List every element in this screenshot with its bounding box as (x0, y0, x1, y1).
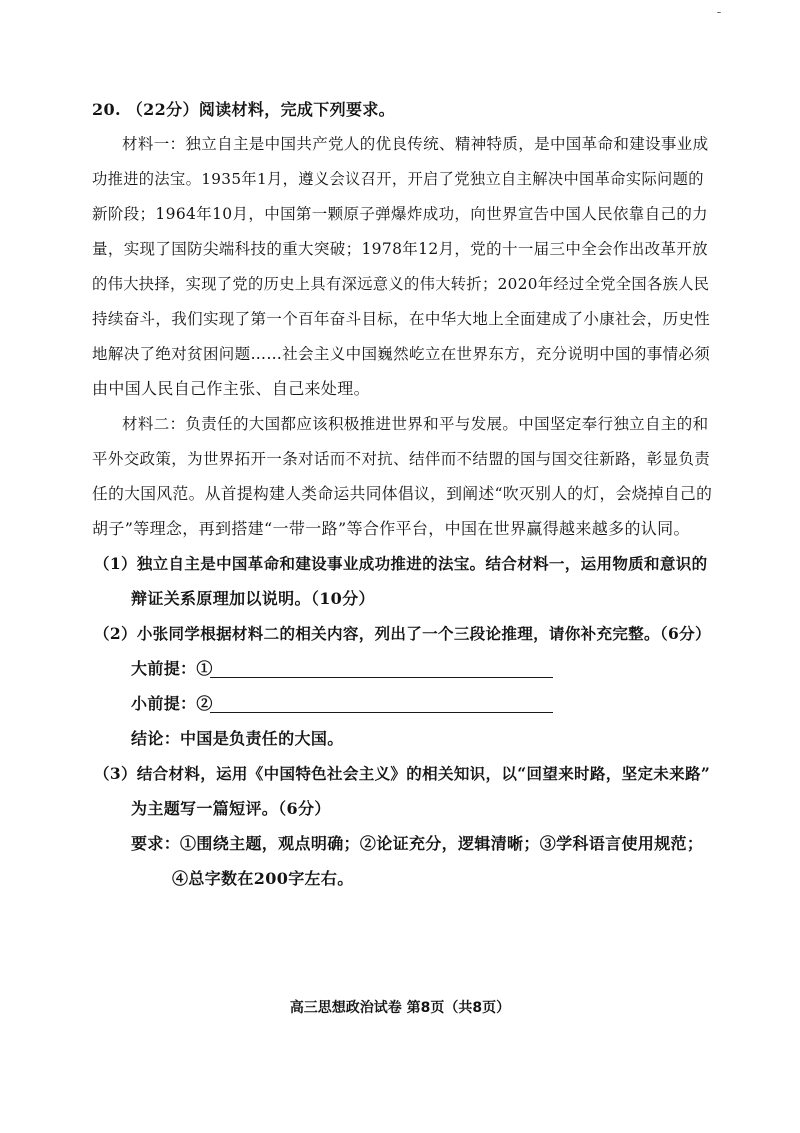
material1-line: 持续奋斗，我们实现了第一个百年奋斗目标，在中华大地上全面建成了小康社会，历史性 (92, 310, 711, 328)
major-premise-answer-blank[interactable] (210, 677, 553, 678)
material1-line: 地解决了绝对贫困问题……社会主义中国巍然屹立在世界东方，充分说明中国的事情必须 (92, 345, 711, 363)
major-premise-label: 大前提：① (131, 659, 213, 678)
requirements: 要求：①围绕主题，观点明确；②论证充分，逻辑清晰；③学科语言使用规范； (131, 834, 704, 853)
material1-line: 的伟大抉择，实现了党的历史上具有深远意义的伟大转折；2020年经过全党全国各族人民 (92, 275, 710, 293)
minor-premise-label: 小前提：② (131, 694, 213, 713)
material1-line: 功推进的法宝。1935年1月，遵义会议召开，开启了党独立自主解决中国革命实际问题的 (92, 170, 704, 188)
scan-mark: ˉ (716, 10, 722, 24)
material1-line: 新阶段；1964年10月，中国第一颗原子弹爆炸成功，向世界宣告中国人民依靠自己的力 (92, 205, 709, 223)
conclusion: 结论：中国是负责任的大国。 (131, 729, 344, 748)
page-footer: 高三思想政治试卷 第8页（共8页） (289, 1000, 511, 1016)
material2-line: 平外交政策，为世界拓开一条对话而不对抗、结伴而不结盟的国与国交往新路，彰显负责 (92, 450, 711, 468)
material1-line: 材料一：独立自主是中国共产党人的优良传统、精神特质，是中国革命和建设事业成 (122, 135, 709, 153)
material1-line: 由中国人民自己作主张、自己来处理。 (92, 379, 370, 398)
material2-line: 任的大国风范。从首提构建人类命运共同体倡议，到阐述“吹灭别人的灯，会烧掉自己的 (92, 484, 713, 503)
material2-line: 材料二：负责任的大国都应该积极推进世界和平与发展。中国坚定奉行独立自主的和 (122, 415, 709, 433)
material2-line: 胡子”等理念，再到搭建“一带一路”等合作平台，中国在世界赢得越来越多的认同。 (92, 519, 690, 538)
minor-premise-answer-blank[interactable] (210, 712, 553, 713)
sub-question-1: （1）独立自主是中国革命和建设事业成功推进的法宝。结合材料一，运用物质和意识的 (94, 554, 708, 573)
material1-line: 量，实现了国防尖端科技的重大突破；1978年12月，党的十一届三中全会作出改革开放 (92, 240, 709, 258)
requirements-cont: ④总字数在200字左右。 (172, 869, 354, 888)
sub-question-2: （2）小张同学根据材料二的相关内容，列出了一个三段论推理，请你补充完整。（6分） (94, 624, 711, 643)
sub-question-3: （3）结合材料，运用《中国特色社会主义》的相关知识，以“回望来时路，坚定未来路” (94, 764, 711, 783)
sub-question-3-cont: 为主题写一篇短评。（6分） (131, 799, 331, 818)
sub-question-1-cont: 辩证关系原理加以说明。（10分） (131, 589, 375, 608)
question-header: 20. （22分）阅读材料，完成下列要求。 (92, 100, 396, 119)
